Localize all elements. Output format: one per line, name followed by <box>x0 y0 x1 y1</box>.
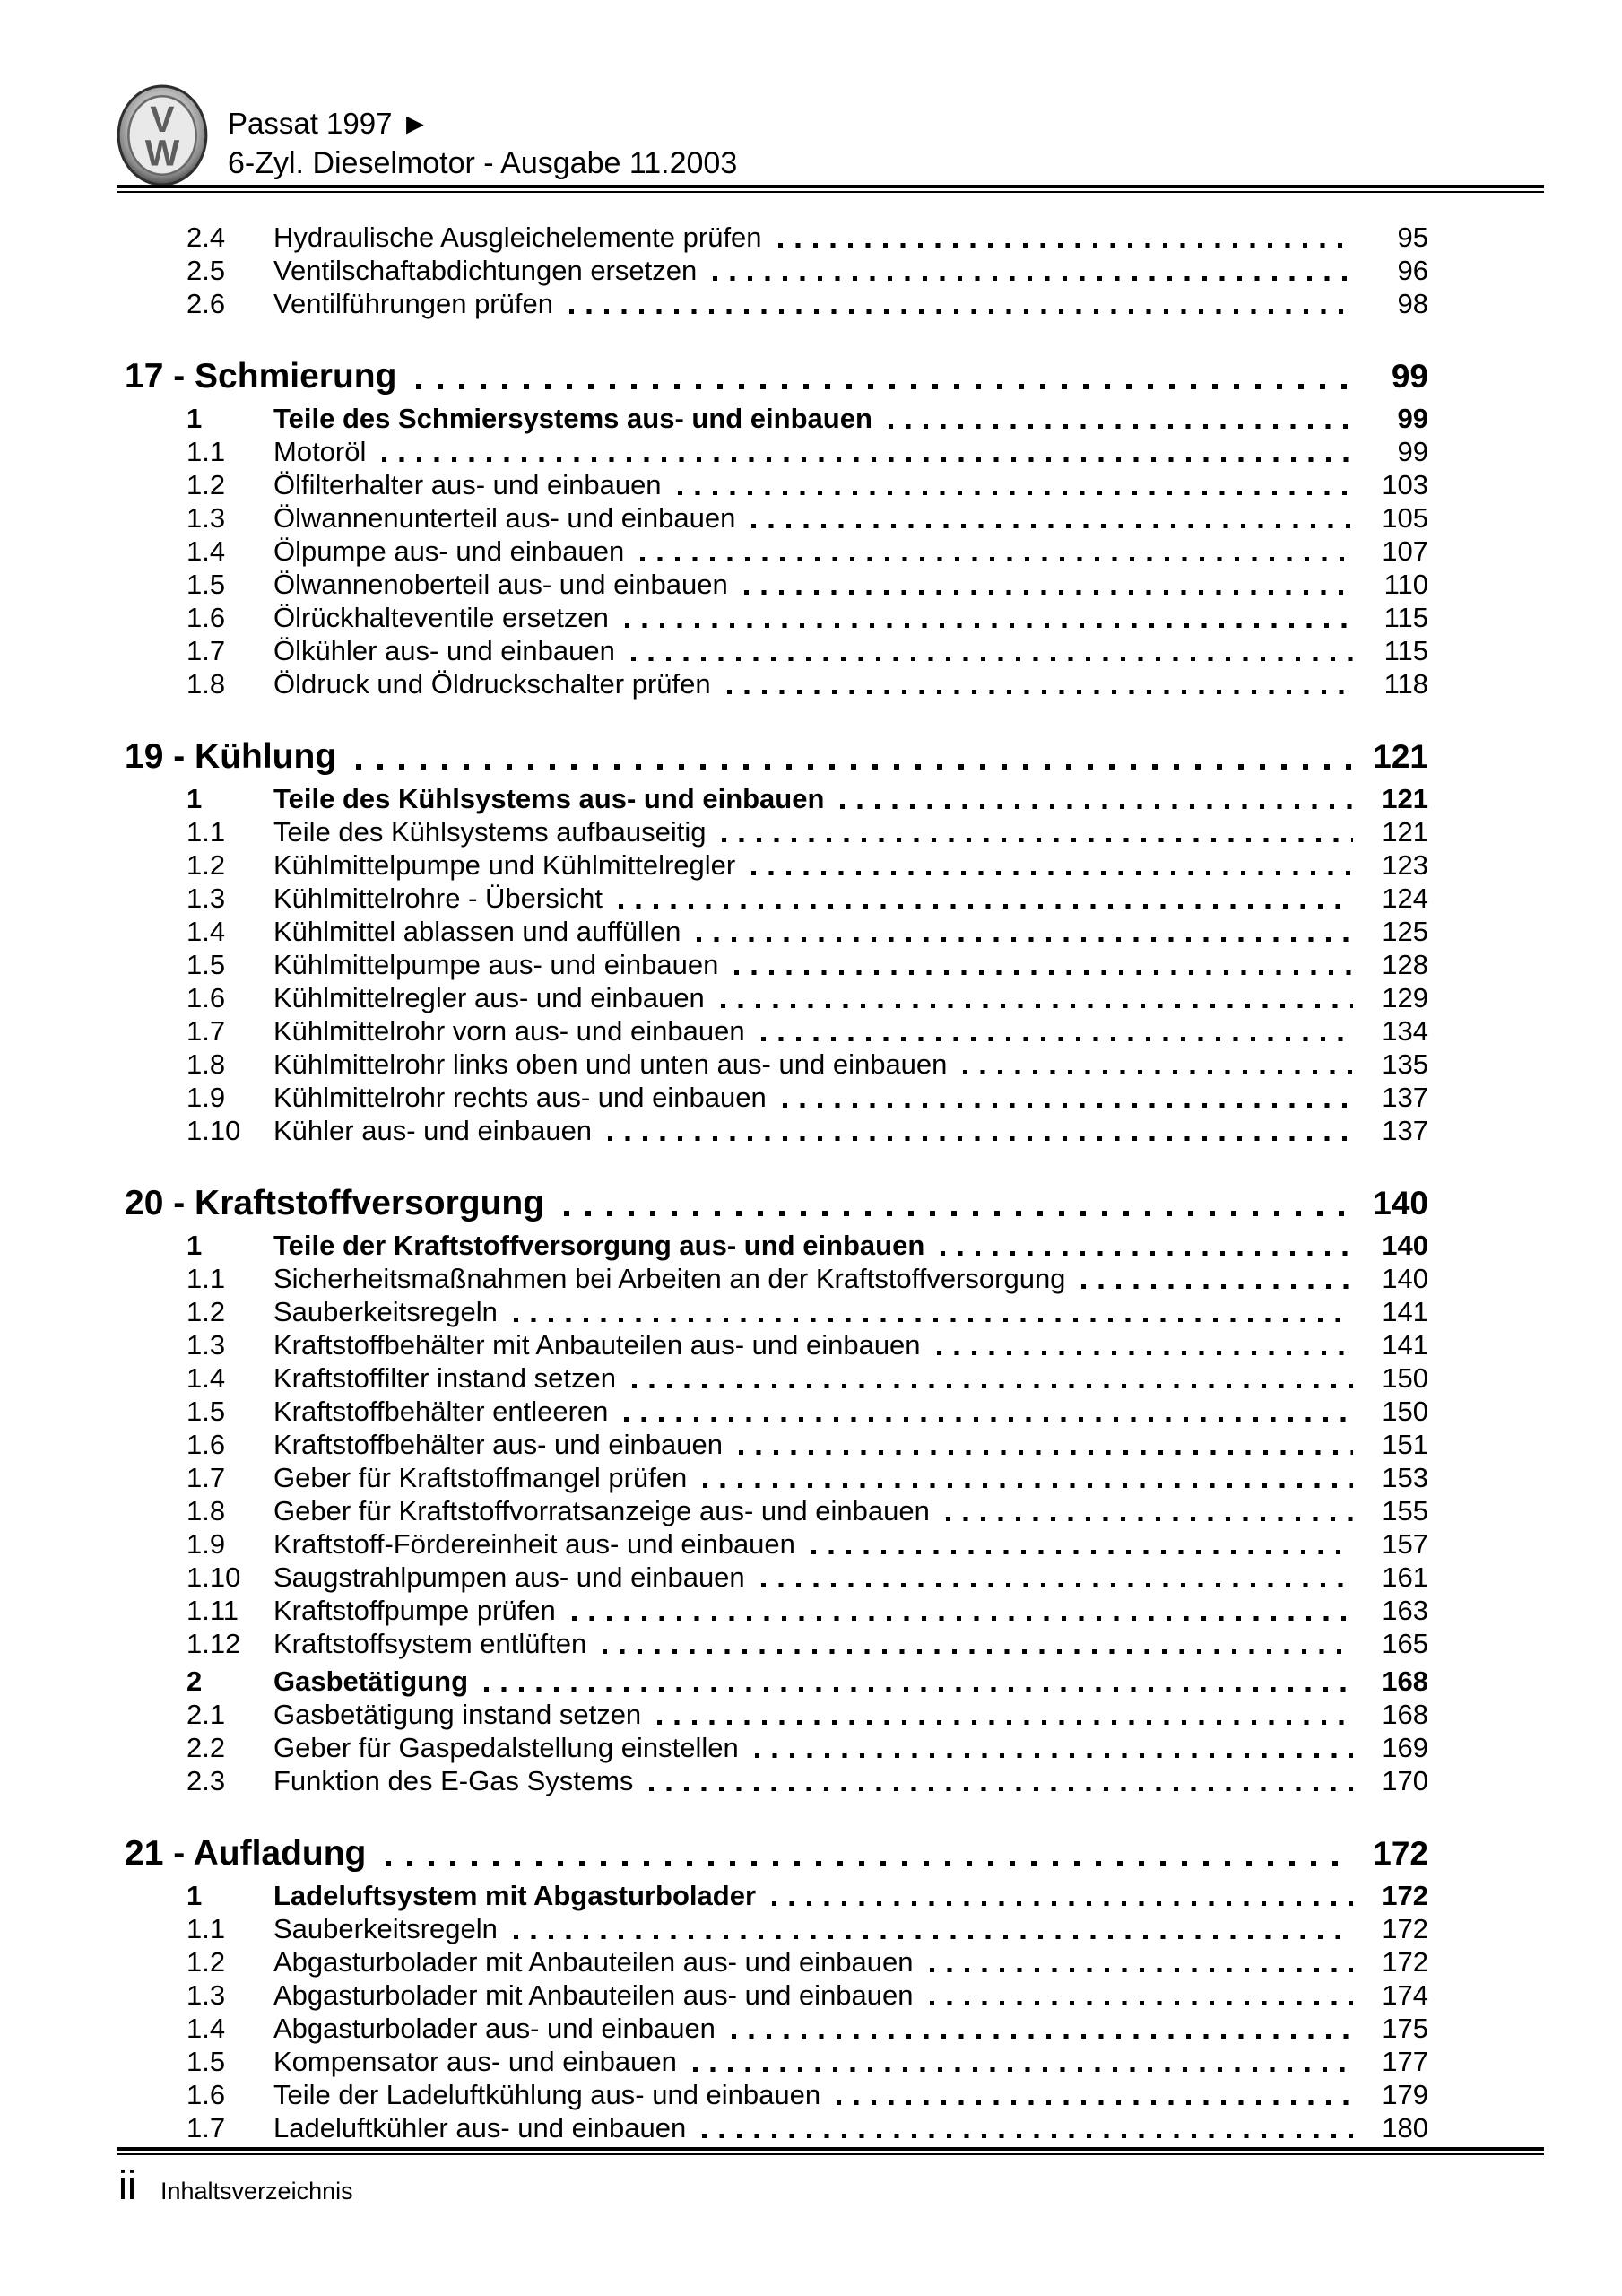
toc-entry-number: 1.4 <box>186 2013 226 2044</box>
toc-entry-page: 105 <box>1382 502 1428 534</box>
toc-entry-number: 1.10 <box>186 1561 241 1593</box>
toc-entry-number: 1.3 <box>186 883 226 914</box>
dot-leader <box>889 424 1353 429</box>
toc-entry-title: Sauberkeitsregeln <box>273 1913 498 1944</box>
toc-group <box>125 221 1428 320</box>
dot-leader <box>840 804 1353 809</box>
toc-entry-number: 1.7 <box>186 1015 226 1047</box>
toc-entry <box>125 1048 1428 1081</box>
dot-leader <box>778 243 1353 248</box>
toc-group <box>125 736 1428 1147</box>
vw-logo-icon <box>117 84 208 187</box>
toc-entry-page: 115 <box>1383 635 1428 666</box>
dot-leader <box>569 309 1353 314</box>
toc-entry-page: 169 <box>1382 1732 1428 1763</box>
toc-entry-number: 2.5 <box>186 255 226 286</box>
toc-entry-title: Kühlmittelregler aus- und einbauen <box>273 982 705 1013</box>
toc-chapter-title: 19 - Kühlung <box>125 737 337 776</box>
toc-entry-page: 129 <box>1382 982 1428 1013</box>
toc-entry-title: Ölfilterhalter aus- und einbauen <box>273 469 662 500</box>
toc-entry-page: 150 <box>1382 1362 1428 1394</box>
toc-entry-number: 1.5 <box>186 949 226 980</box>
toc-entry-number: 1.4 <box>186 535 226 567</box>
toc-entry <box>125 1561 1428 1594</box>
toc-entry <box>125 1665 1428 1698</box>
dot-leader <box>755 1753 1353 1758</box>
toc-entry-number: 1.2 <box>186 849 226 881</box>
toc-entry-number: 1.3 <box>186 1329 226 1361</box>
toc-entry-page: 141 <box>1382 1296 1428 1327</box>
dot-leader <box>631 657 1353 661</box>
toc-entry-title: Ladeluftkühler aus- und einbauen <box>273 2112 687 2144</box>
dot-leader <box>640 557 1353 561</box>
dot-leader <box>603 1649 1353 1654</box>
toc-entry-page: 124 <box>1382 883 1428 914</box>
dot-leader <box>751 871 1353 875</box>
toc-entry <box>125 535 1428 568</box>
dot-leader <box>693 2067 1353 2072</box>
toc-entry <box>125 948 1428 981</box>
dot-leader <box>382 457 1353 462</box>
toc-entry-page: 172 <box>1382 1913 1428 1944</box>
toc-entry-page: 135 <box>1382 1048 1428 1080</box>
toc-entry-page: 151 <box>1382 1429 1428 1460</box>
dot-leader <box>811 1550 1353 1554</box>
toc-entry-title: Kraftstoffpumpe prüfen <box>273 1595 556 1626</box>
toc-entry-page: 125 <box>1382 916 1428 947</box>
toc-entry-title: Sicherheitsmaßnahmen bei Arbeiten an der Kraftstoffversorgung <box>273 1263 1066 1294</box>
toc-entry <box>125 1014 1428 1048</box>
toc-entry <box>125 2045 1428 2078</box>
dot-leader <box>514 1318 1353 1322</box>
toc-chapter-title: 17 - Schmierung <box>125 357 397 396</box>
toc-entry-number: 1.1 <box>186 436 226 467</box>
toc-entry-page: 134 <box>1382 1015 1428 1047</box>
toc-entry-title: Öldruck und Öldruckschalter prüfen <box>273 668 711 700</box>
toc-chapter-page: 172 <box>1373 1835 1428 1872</box>
toc-entry <box>125 254 1428 287</box>
dot-leader <box>356 764 1353 770</box>
toc-entry-title: Teile der Kraftstoffversorgung aus- und einbauen <box>273 1230 925 1261</box>
toc-entry-number: 2.4 <box>186 222 226 253</box>
toc-entry-title: Kühlmittelrohre - Übersicht <box>273 883 603 914</box>
dot-leader <box>772 1901 1353 1906</box>
toc-entry-page: 161 <box>1382 1561 1428 1593</box>
toc-entry <box>125 601 1428 634</box>
toc-entry-title: Abgasturbolader mit Anbauteilen aus- und einbauen <box>273 1946 914 1978</box>
toc-entry-title: Ventilführungen prüfen <box>273 288 553 319</box>
toc-entry <box>125 634 1428 667</box>
toc-entry-number: 1.12 <box>186 1628 241 1659</box>
toc-entry-title: Kraftstoff-Fördereinheit aus- und einbauen <box>273 1528 795 1560</box>
dot-leader <box>625 623 1353 628</box>
toc-entry <box>125 2111 1428 2144</box>
toc-entry <box>125 782 1428 815</box>
dot-leader <box>722 838 1353 842</box>
toc-entry-number: 1.11 <box>186 1595 239 1626</box>
toc-entry-title: Saugstrahlpumpen aus- und einbauen <box>273 1561 745 1593</box>
dot-leader <box>703 1483 1353 1488</box>
toc-entry-number: 1.8 <box>186 668 226 700</box>
toc-entry <box>125 1979 1428 2012</box>
toc-entry <box>125 1262 1428 1295</box>
dot-leader <box>727 690 1353 694</box>
dot-leader <box>734 970 1353 975</box>
toc-entry-title: Ventilschaftabdichtungen ersetzen <box>273 255 698 286</box>
toc-entry-number: 1.1 <box>186 1263 226 1294</box>
toc-entry-page: 137 <box>1382 1082 1428 1113</box>
toc-entry-title: Teile des Kühlsystems aus- und einbauen <box>273 783 825 814</box>
toc-entry-title: Kühlmittelrohr vorn aus- und einbauen <box>273 1015 745 1047</box>
toc-entry-title: Kraftstoffbehälter aus- und einbauen <box>273 1429 723 1460</box>
toc-entry-number: 1.7 <box>186 2112 226 2144</box>
toc-entry <box>125 2012 1428 2045</box>
dot-leader <box>739 1450 1353 1455</box>
toc-entry <box>125 1428 1428 1461</box>
toc-entry-page: 121 <box>1382 783 1428 814</box>
dot-leader <box>624 1417 1353 1422</box>
dot-leader <box>761 1037 1353 1041</box>
dot-leader <box>416 384 1353 389</box>
toc-entry-page: 110 <box>1383 569 1428 600</box>
toc-entry-page: 168 <box>1382 1665 1428 1697</box>
dot-leader <box>930 2001 1353 2005</box>
toc-entry <box>125 815 1428 848</box>
toc-entry-title: Ölpumpe aus- und einbauen <box>273 535 625 567</box>
toc-entry-number: 1.9 <box>186 1528 226 1560</box>
toc-entry-page: 165 <box>1382 1628 1428 1659</box>
toc-entry <box>125 221 1428 254</box>
dot-leader <box>946 1517 1353 1521</box>
footer-page-number: ii <box>118 2162 136 2208</box>
toc-entry-number: 1.8 <box>186 1495 226 1526</box>
toc-entry-number: 1.7 <box>186 1462 226 1493</box>
toc-entry-number: 1.6 <box>186 1429 226 1460</box>
toc-entry-page: 115 <box>1383 602 1428 633</box>
toc-entry-page: 118 <box>1383 668 1428 700</box>
toc-entry-page: 163 <box>1382 1595 1428 1626</box>
toc-entry <box>125 1328 1428 1361</box>
toc-entry <box>125 1912 1428 1945</box>
toc-entry-number: 2.6 <box>186 288 226 319</box>
toc-entry-page: 137 <box>1382 1115 1428 1146</box>
toc-chapter-page: 99 <box>1391 358 1428 395</box>
toc-entry-title: Teile der Ladeluftkühlung aus- und einbauen <box>273 2079 821 2110</box>
toc-entry-number: 1.2 <box>186 1296 226 1327</box>
toc-entry <box>125 1945 1428 1979</box>
toc-entry-page: 177 <box>1382 2046 1428 2077</box>
footer-rule <box>117 2147 1544 2155</box>
header-subtitle: 6-Zyl. Dieselmotor - Ausgabe 11.2003 <box>228 146 738 180</box>
toc-entry-title: Funktion des E-Gas Systems <box>273 1765 634 1796</box>
toc-entry-title: Ladeluftsystem mit Abgasturbolader <box>273 1880 757 1911</box>
dot-leader <box>514 1935 1353 1939</box>
toc-entry-title: Hydraulische Ausgleichelemente prüfen <box>273 222 762 253</box>
header-model: Passat 1997 ► <box>228 107 430 140</box>
toc-entry-number: 1.7 <box>186 635 226 666</box>
toc-group <box>125 356 1428 700</box>
toc-chapter-heading <box>125 1183 1428 1224</box>
toc-entry <box>125 1879 1428 1912</box>
toc-entry-title: Geber für Kraftstoffvorratsanzeige aus- und einbauen <box>273 1495 930 1526</box>
toc-entry-page: 140 <box>1382 1230 1428 1261</box>
header-rule <box>117 185 1544 193</box>
toc-entry-title: Ölwannenoberteil aus- und einbauen <box>273 569 728 600</box>
toc-entry-number: 1.3 <box>186 1979 226 2011</box>
dot-leader <box>941 1251 1353 1256</box>
toc-entry <box>125 287 1428 320</box>
toc-entry <box>125 402 1428 435</box>
toc-entry-page: 123 <box>1382 849 1428 881</box>
toc-entry-number: 1.5 <box>186 569 226 600</box>
toc-entry-number: 1.6 <box>186 982 226 1013</box>
toc-entry-page: 153 <box>1382 1462 1428 1493</box>
toc-entry <box>125 1461 1428 1494</box>
toc-entry <box>125 2078 1428 2111</box>
toc-entry-title: Teile des Schmiersystems aus- und einbauen <box>273 403 872 434</box>
toc-entry <box>125 1627 1428 1660</box>
dot-leader <box>564 1211 1353 1216</box>
dot-leader <box>732 2034 1353 2039</box>
toc-entry-number: 1.4 <box>186 916 226 947</box>
footer-label: Inhaltsverzeichnis <box>160 2178 353 2205</box>
toc-entry-title: Kühlmittelrohr rechts aus- und einbauen <box>273 1082 767 1113</box>
toc-entry-number: 1 <box>186 1880 203 1911</box>
dot-leader <box>619 904 1353 909</box>
toc-group <box>125 1833 1428 2144</box>
dot-leader <box>386 1861 1353 1866</box>
dot-leader <box>1081 1284 1353 1289</box>
toc-entry-page: 95 <box>1397 222 1428 253</box>
dot-leader <box>761 1583 1353 1587</box>
toc-entry-page: 141 <box>1382 1329 1428 1361</box>
toc-chapter-title: 20 - Kraftstoffversorgung <box>125 1184 545 1222</box>
toc-entry-title: Kraftstoffbehälter mit Anbauteilen aus- und einbauen <box>273 1329 921 1361</box>
toc-entry <box>125 1295 1428 1328</box>
toc-entry-page: 121 <box>1382 816 1428 848</box>
toc-entry-page: 107 <box>1382 535 1428 567</box>
toc-entry-title: Geber für Kraftstoffmangel prüfen <box>273 1462 688 1493</box>
toc-entry-page: 180 <box>1382 2112 1428 2144</box>
dot-leader <box>713 276 1353 281</box>
toc-entry-number: 1.10 <box>186 1115 241 1146</box>
toc-entry-page: 175 <box>1382 2013 1428 2044</box>
dot-leader <box>744 590 1353 595</box>
toc-entry-page: 128 <box>1382 949 1428 980</box>
dot-leader <box>632 1384 1353 1388</box>
dot-leader <box>721 1004 1353 1008</box>
toc-entry-page: 99 <box>1397 403 1428 434</box>
svg-text:V: V <box>150 98 175 140</box>
toc-entry-number: 1 <box>186 783 203 814</box>
toc-entry-title: Kühler aus- und einbauen <box>273 1115 593 1146</box>
dot-leader <box>649 1787 1353 1791</box>
table-of-contents <box>125 221 1428 2144</box>
toc-entry-page: 99 <box>1397 436 1428 467</box>
toc-entry-title: Kraftstoffsystem entlüften <box>273 1628 587 1659</box>
toc-entry <box>125 1731 1428 1764</box>
toc-entry-title: Teile des Kühlsystems aufbauseitig <box>273 816 707 848</box>
toc-entry <box>125 468 1428 501</box>
toc-entry <box>125 568 1428 601</box>
toc-entry-title: Sauberkeitsregeln <box>273 1296 498 1327</box>
toc-entry-title: Kühlmittelpumpe und Kühlmittelregler <box>273 849 736 881</box>
dot-leader <box>608 1136 1353 1141</box>
dot-leader <box>751 524 1353 528</box>
toc-entry-number: 2.2 <box>186 1732 226 1763</box>
toc-entry-title: Ölwannenunterteil aus- und einbauen <box>273 502 736 534</box>
toc-entry <box>125 1361 1428 1395</box>
dot-leader <box>937 1351 1353 1355</box>
toc-entry <box>125 1527 1428 1561</box>
toc-entry-page: 103 <box>1382 469 1428 500</box>
toc-entry <box>125 1698 1428 1731</box>
toc-entry-number: 1.4 <box>186 1362 226 1394</box>
toc-entry-title: Abgasturbolader mit Anbauteilen aus- und einbauen <box>273 1979 914 2011</box>
toc-chapter-heading <box>125 356 1428 397</box>
svg-text:W: W <box>144 132 180 174</box>
toc-entry-page: 150 <box>1382 1396 1428 1427</box>
toc-entry-number: 1.3 <box>186 502 226 534</box>
toc-group <box>125 1183 1428 1797</box>
toc-entry <box>125 501 1428 535</box>
toc-entry-number: 1.5 <box>186 1396 226 1427</box>
toc-entry-page: 172 <box>1382 1880 1428 1911</box>
toc-entry-page: 140 <box>1382 1263 1428 1294</box>
toc-entry-number: 1 <box>186 403 203 434</box>
toc-entry-number: 1.1 <box>186 1913 226 1944</box>
toc-entry <box>125 981 1428 1014</box>
dot-leader <box>783 1103 1353 1108</box>
toc-entry-title: Geber für Gaspedalstellung einstellen <box>273 1732 739 1763</box>
toc-chapter-heading <box>125 1833 1428 1874</box>
dot-leader <box>697 937 1353 942</box>
toc-entry-number: 1.9 <box>186 1082 226 1113</box>
toc-entry-title: Motoröl <box>273 436 367 467</box>
toc-entry-title: Kraftstoffilter instand setzen <box>273 1362 616 1394</box>
toc-chapter-page: 140 <box>1373 1185 1428 1222</box>
dot-leader <box>657 1720 1353 1725</box>
toc-chapter-title: 21 - Aufladung <box>125 1834 367 1873</box>
dot-leader <box>678 491 1353 495</box>
toc-entry <box>125 1764 1428 1797</box>
toc-entry-page: 174 <box>1382 1979 1428 2011</box>
dot-leader <box>837 2100 1353 2105</box>
toc-entry-page: 170 <box>1382 1765 1428 1796</box>
toc-entry-number: 2.1 <box>186 1699 226 1730</box>
toc-entry-title: Kühlmittelpumpe aus- und einbauen <box>273 949 719 980</box>
toc-entry-number: 1.2 <box>186 1946 226 1978</box>
toc-entry-number: 1.2 <box>186 469 226 500</box>
toc-entry-number: 1 <box>186 1230 203 1261</box>
dot-leader <box>930 1968 1353 1972</box>
toc-entry-title: Kühlmittel ablassen und auffüllen <box>273 916 681 947</box>
dot-leader <box>963 1070 1353 1074</box>
toc-entry-number: 1.8 <box>186 1048 226 1080</box>
toc-entry <box>125 848 1428 882</box>
toc-entry-title: Kompensator aus- und einbauen <box>273 2046 677 2077</box>
toc-entry <box>125 1114 1428 1147</box>
toc-entry <box>125 1081 1428 1114</box>
dot-leader <box>484 1687 1353 1692</box>
toc-entry <box>125 667 1428 700</box>
toc-entry-number: 1.5 <box>186 2046 226 2077</box>
toc-entry-page: 96 <box>1397 255 1428 286</box>
dot-leader <box>572 1616 1353 1621</box>
toc-entry <box>125 915 1428 948</box>
toc-entry-number: 2.3 <box>186 1765 226 1796</box>
toc-entry-title: Gasbetätigung instand setzen <box>273 1699 642 1730</box>
toc-entry <box>125 435 1428 468</box>
header <box>117 84 737 187</box>
toc-entry-number: 1.6 <box>186 2079 226 2110</box>
toc-entry-page: 172 <box>1382 1946 1428 1978</box>
toc-entry-title: Abgasturbolader aus- und einbauen <box>273 2013 716 2044</box>
toc-entry-title: Kraftstoffbehälter entleeren <box>273 1396 609 1427</box>
toc-entry-page: 98 <box>1397 288 1428 319</box>
toc-entry <box>125 1229 1428 1262</box>
toc-chapter-page: 121 <box>1373 738 1428 775</box>
dot-leader <box>702 2134 1353 2138</box>
toc-entry-title: Ölkühler aus- und einbauen <box>273 635 615 666</box>
footer <box>118 2163 353 2208</box>
toc-entry-page: 179 <box>1382 2079 1428 2110</box>
toc-entry-number: 1.1 <box>186 816 226 848</box>
toc-entry <box>125 882 1428 915</box>
toc-entry-page: 157 <box>1382 1528 1428 1560</box>
toc-entry-number: 1.6 <box>186 602 226 633</box>
toc-entry-number: 2 <box>186 1665 203 1697</box>
toc-entry-page: 168 <box>1382 1699 1428 1730</box>
toc-entry-title: Kühlmittelrohr links oben und unten aus- und einbauen <box>273 1048 948 1080</box>
toc-chapter-heading <box>125 736 1428 778</box>
toc-entry <box>125 1494 1428 1527</box>
toc-entry <box>125 1395 1428 1428</box>
toc-entry-page: 155 <box>1382 1495 1428 1526</box>
toc-entry <box>125 1594 1428 1627</box>
toc-entry-title: Gasbetätigung <box>273 1665 469 1697</box>
toc-entry-title: Ölrückhalteventile ersetzen <box>273 602 609 633</box>
